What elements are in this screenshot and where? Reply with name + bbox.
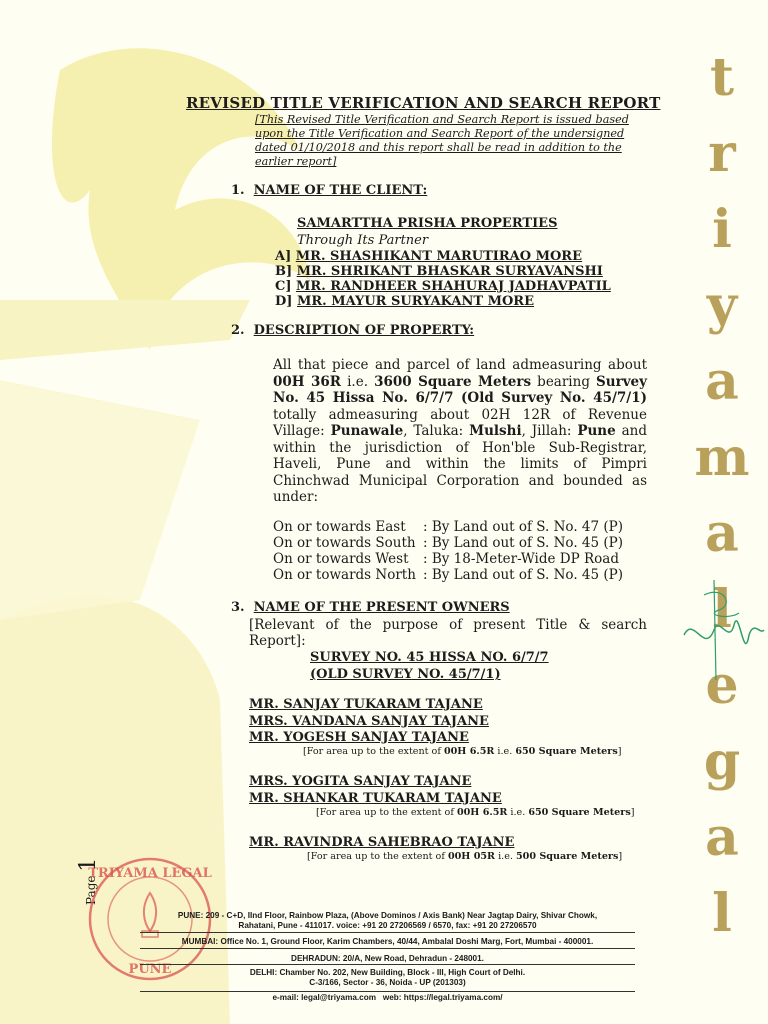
brand-letter: m	[694, 427, 750, 488]
pune-address: PUNE: 209 - C+D, IInd Floor, Rainbow Plaza, (Above Dominos / Axis Bank) Near Jagtap Dairy, Shivar Chowk,	[177, 911, 598, 920]
partner-item: B] MR. SHRIKANT BHASKAR SURYAVANSHI	[275, 264, 603, 279]
brand-letter: g	[703, 731, 741, 792]
old-survey-line: (OLD SURVEY NO. 45/7/1)	[310, 667, 501, 682]
section-number: 2.	[231, 323, 245, 338]
owner-name: MRS. YOGITA SANJAY TAJANE	[249, 774, 472, 789]
boundary-row: On or towards North : By Land out of S. No. 45 (P)	[273, 567, 623, 583]
dehradun-address: DEHRADUN: 20/A, New Road, Dehradun - 248001.	[291, 954, 484, 963]
section2-heading	[231, 323, 474, 338]
revision-note	[255, 113, 650, 169]
relevance-note: [Relevant of the purpose of present Title & search Report]:	[249, 617, 647, 649]
brand-letter: a	[705, 807, 739, 868]
owner-group-2	[249, 774, 502, 807]
brand-letter: i	[712, 199, 732, 260]
partner-item: A] MR. SHASHIKANT MARUTIRAO MORE	[275, 249, 583, 264]
survey-line: SURVEY NO. 45 HISSA NO. 6/7/7	[310, 650, 549, 665]
page-label: Page	[84, 875, 98, 905]
contact-line: e-mail: legal@triyama.com web: https://legal.triyama.com/	[272, 993, 503, 1002]
section-number: 3.	[231, 600, 245, 615]
extent-note-2: [For area up to the extent of 00H 6.5R i.e. 650 Square Meters]	[316, 807, 635, 818]
svg-text:PUNE: PUNE	[128, 962, 172, 977]
extent-note-1: [For area up to the extent of 00H 6.5R i.e. 650 Square Meters]	[303, 746, 622, 757]
page-number: 1	[76, 857, 101, 872]
owner-name: MRS. VANDANA SANJAY TAJANE	[249, 713, 489, 729]
owner-name: MR. YOGESH SANJAY TAJANE	[249, 730, 469, 745]
boundary-row: On or towards East : By Land out of S. No. 47 (P)	[273, 519, 623, 535]
extent-note-3: [For area up to the extent of 00H 05R i.e. 500 Square Meters]	[307, 851, 623, 862]
brand-letter: t	[709, 47, 735, 108]
note-line: dated 01/10/2018 and this report shall be read in addition to the	[255, 141, 622, 154]
delhi-noida: C-3/166, Sector - 36, Noida - UP (201303)	[309, 978, 466, 987]
through-partner: Through Its Partner	[297, 233, 429, 248]
footer-divider	[140, 932, 635, 933]
client-name: SAMARTTHA PRISHA PROPERTIES	[297, 216, 558, 231]
pune-contact: Rahatani, Pune - 411017. voice: +91 20 27206569 / 6570, fax: +91 20 27206570	[238, 921, 537, 930]
brand-wordmark	[690, 40, 754, 952]
partner-list	[275, 249, 611, 309]
brand-letter: y	[706, 275, 738, 336]
mumbai-address: MUMBAI: Office No. 1, Ground Floor, Karim Chambers, 40/44, Ambalal Doshi Marg, Fort, Mumbai - 400001.	[181, 937, 594, 946]
owner-name: MR. RAVINDRA SAHEBRAO TAJANE	[249, 835, 515, 850]
section-number: 1.	[231, 183, 245, 198]
footer-divider	[140, 991, 635, 992]
brand-letter: l	[712, 883, 732, 944]
owner-name: MR. SANJAY TUKARAM TAJANE	[249, 697, 483, 712]
note-line: [This Revised Title Verification and Search Report is issued based	[255, 113, 629, 126]
partner-item: D] MR. MAYUR SURYAKANT MORE	[275, 294, 535, 309]
brand-letter: e	[705, 655, 739, 716]
boundary-list	[273, 519, 623, 583]
section-title: NAME OF THE PRESENT OWNERS	[253, 600, 510, 615]
owner-name: MR. SHANKAR TUKARAM TAJANE	[249, 790, 502, 806]
brand-letter: l	[712, 579, 732, 640]
svg-text:TRIYAMA LEGAL: TRIYAMA LEGAL	[88, 866, 212, 881]
property-description: All that piece and parcel of land admeasuring about 00H 36R i.e. 3600 Square Meters bearing Survey No. 45 Hissa No. 6/7/7 (Old Survey No. 45/7/1) totally admeasuring about 02H 12R of Revenue Village: Punawale, Taluka: Mulshi, Jillah: Pune and within the jurisdiction of Hon'ble Sub-Registrar, Haveli, Pune and within the limits of Pimpri Chinchwad Municipal Corporation and bounded as under:	[273, 357, 648, 505]
note-line: earlier report]	[255, 155, 337, 168]
section3-heading	[231, 600, 510, 615]
note-line: upon the Title Verification and Search Report of the undersigned	[255, 127, 625, 140]
delhi-address: DELHI: Chamber No. 202, New Building, Block - III, High Court of Delhi.	[249, 968, 526, 977]
footer-divider	[140, 964, 635, 965]
owner-group-1	[249, 697, 489, 747]
partner-item: C] MR. RANDHEER SHAHURAJ JADHAVPATIL	[275, 279, 611, 294]
brand-letter: a	[705, 503, 739, 564]
boundary-row: On or towards South : By Land out of S. No. 45 (P)	[273, 535, 623, 551]
owner-group-3	[249, 835, 514, 850]
boundary-row: On or towards West : By 18-Meter-Wide DP Road	[273, 551, 619, 567]
document-title: REVISED TITLE VERIFICATION AND SEARCH REPORT	[186, 94, 661, 112]
footer-divider	[140, 948, 635, 949]
signature-graphic	[674, 575, 766, 685]
brand-letter: r	[708, 123, 736, 184]
section-title: DESCRIPTION OF PROPERTY:	[253, 323, 475, 338]
section1-heading	[231, 183, 427, 198]
brand-letter: a	[705, 351, 739, 412]
section-title: NAME OF THE CLIENT:	[253, 183, 428, 198]
